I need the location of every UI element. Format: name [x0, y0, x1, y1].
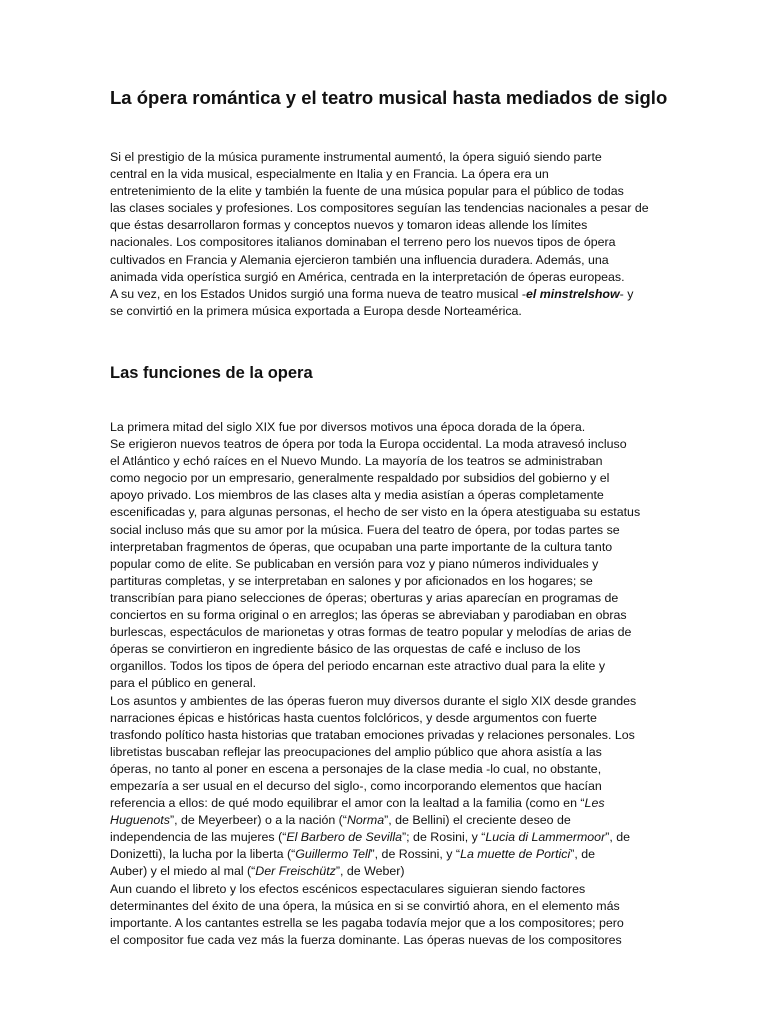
text-line: popular como de elite. Se publicaban en versión para voz y piano números individuales y [110, 556, 599, 571]
text-line: organillos. Todos los tipos de ópera del periodo encarnan este atractivo dual para la elite y [110, 659, 606, 674]
text-line: empezaría a ser usual en el decurso del siglo-, como incorporando elementos que hacían [110, 778, 602, 793]
text-line: cultivados en Francia y Alemania ejercieron también una influencia duradera. Además, una [110, 252, 609, 267]
text-line: animada vida operística surgió en América, centrada en la interpretación de óperas europeas. [110, 269, 625, 284]
text-run: ”, de [605, 830, 630, 845]
text-line: nacionales. Los compositores italianos dominaban el terreno pero los nuevos tipos de ópera [110, 235, 616, 250]
text-line: entretenimiento de la elite y también la fuente de una música popular para el público de todas [110, 184, 624, 199]
text-run: Auber) y el miedo al mal (“ [110, 864, 256, 879]
text-line: libretistas buscaban reflejar las preocupaciones del amplio público que ahora asistía a las [110, 744, 602, 759]
text-line: determinantes del éxito de una ópera, la música en si se convirtió ahora, en el elemento más [110, 898, 620, 913]
opera-title: Les [584, 796, 605, 811]
text-line: Si el prestigio de la música puramente instrumental aumentó, la ópera siguió siendo parte [110, 150, 602, 164]
text-line [110, 829, 640, 846]
opera-title: Der Freischütz [255, 864, 336, 879]
opera-title: Norma [346, 813, 385, 828]
text-line: como negocio por un empresario, generalmente respaldado por subsidios del gobierno y el [110, 471, 610, 486]
page-title: La ópera romántica y el teatro musical hasta mediados de siglo [110, 87, 668, 108]
text-line: transcribían para piano selecciones de óperas; oberturas y arias aparecían en programas de [110, 590, 619, 605]
text-line: Los asuntos y ambientes de las óperas fueron muy diversos durante el siglo XIX desde grandes [110, 693, 637, 708]
text-line: escenificadas y, para algunas personas, el hecho de ser visto en la ópera atestiguaba su estatus [110, 505, 641, 520]
opera-title: Lucia di Lammermoor [485, 830, 606, 845]
text-line: burlescas, espectáculos de marionetas y otras formas de teatro popular y melodías de arias de [110, 625, 632, 640]
text-line: que éstas desarrollaron formas y conceptos nuevos y tomaron ideas allende los límites [110, 218, 588, 233]
opera-title: Guillermo Tell [295, 847, 371, 862]
opera-title: Huguenots [110, 813, 170, 828]
text-line: apoyo privado. Los miembros de las clases alta y media asistían a óperas completamente [110, 488, 604, 503]
body-paragraph [110, 419, 640, 949]
text-run: ”, de Bellini) el creciente deseo de [384, 813, 571, 828]
opera-title: El Barbero de Sevilla [286, 830, 403, 845]
text-line [110, 286, 649, 303]
text-line: para el público en general. [110, 676, 257, 691]
text-run: ”, de Meyerbeer) o a la nación (“ [169, 813, 347, 828]
text-run: ”, de Rossini, y “ [370, 847, 461, 862]
section-heading: Las funciones de la opera [110, 364, 313, 382]
text-line [110, 795, 640, 812]
intro-paragraph [110, 149, 649, 320]
text-line: el compositor fue cada vez más la fuerza dominante. Las óperas nuevas de los compositores [110, 932, 622, 947]
emphasis-minstrelshow: el minstrelshow [526, 286, 620, 301]
text-line: óperas se convirtieron en ingrediente básico de las orquestas de café e incluso de los [110, 642, 581, 657]
text-line: interpretaban fragmentos de óperas, que ocupaban una parte importante de la cultura tanto [110, 539, 613, 554]
text-line: trasfondo político hasta historias que trataban emociones privadas y relaciones personales. Los [110, 727, 635, 742]
text-line: Se erigieron nuevos teatros de ópera por toda la Europa occidental. La moda atravesó incluso [110, 437, 627, 452]
opera-title: La muette de Portici [460, 847, 571, 862]
text-run: A su vez, en los Estados Unidos surgió una forma nueva de teatro musical - [110, 286, 526, 301]
text-run: referencia a ellos: de qué modo equilibrar el amor con la lealtad a la familia (como en “ [110, 796, 585, 811]
text-line: partituras completas, y se interpretaban en salones y por aficionados en los hogares; se [110, 573, 593, 588]
text-run: ”, de [570, 847, 596, 862]
text-run: - y [619, 286, 634, 301]
text-line [110, 846, 640, 863]
text-line: narraciones épicas e históricas hasta cuentos folclóricos, y desde argumentos con fuerte [110, 710, 597, 725]
text-run: Donizetti), la lucha por la liberta (“ [110, 847, 296, 862]
text-line [110, 863, 640, 880]
text-line: se convirtió en la primera música exportada a Europa desde Norteamérica. [110, 303, 522, 318]
text-line: central en la vida musical, especialmente en Italia y en Francia. La ópera era un [110, 167, 549, 182]
text-line: Aun cuando el libreto y los efectos escénicos espectaculares siguieran siendo factores [110, 881, 586, 896]
text-run: ”, de Weber) [335, 864, 405, 879]
text-line [110, 812, 640, 829]
text-run: independencia de las mujeres (“ [110, 830, 287, 845]
text-line: La primera mitad del siglo XIX fue por diversos motivos una época dorada de la ópera. [110, 420, 586, 434]
text-line: importante. A los cantantes estrella se les pagaba todavía mejor que a los compositores; pero [110, 915, 624, 930]
text-line: óperas, no tanto al poner en escena a personajes de la clase media -lo cual, no obstante, [110, 761, 602, 776]
text-line: las clases sociales y profesiones. Los compositores seguían las tendencias nacionales a pesar de [110, 201, 649, 216]
text-line: el Atlántico y echó raíces en el Nuevo Mundo. La mayoría de los teatros se administraban [110, 454, 603, 469]
text-line: conciertos en su forma original o en arreglos; las óperas se abreviaban y parodiaban en obras [110, 608, 627, 623]
text-run: ”; de Rosini, y “ [402, 830, 486, 845]
text-line: social incluso más que su amor por la música. Fuera del teatro de ópera, por todas partes se [110, 522, 620, 537]
